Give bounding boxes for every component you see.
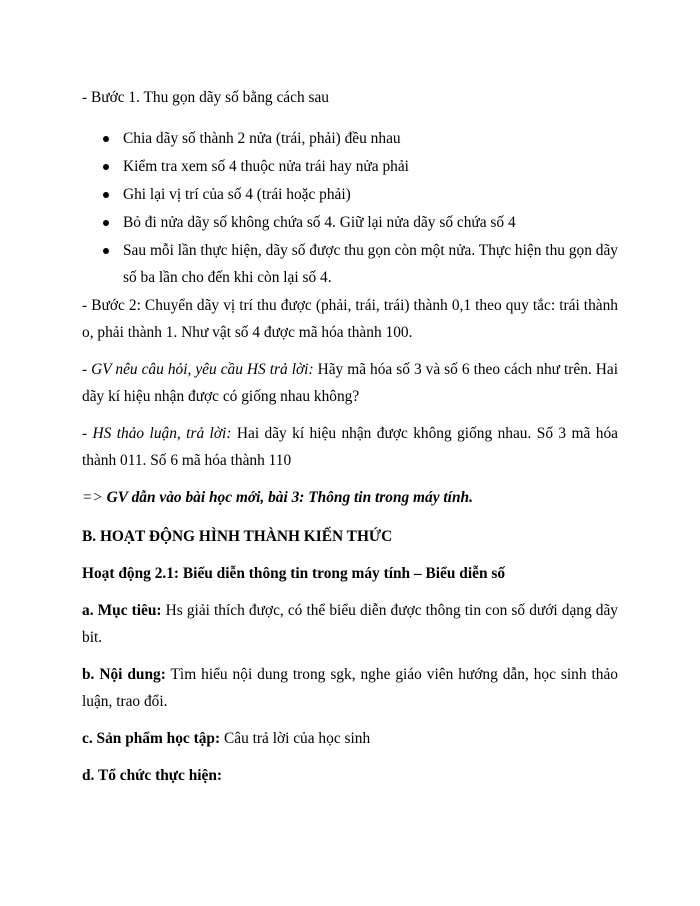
list-item: Bỏ đi nửa dãy số không chứa số 4. Giữ lại nửa dãy số chứa số 4 xyxy=(82,209,618,236)
list-item: Sau mỗi lần thực hiện, dãy số được thu gọn còn một nửa. Thực hiện thu gọn dãy số ba lần cho đến khi còn lại số 4. xyxy=(82,237,618,291)
hs-answer-lead: - HS thảo luận, trả lời: xyxy=(82,425,232,442)
list-item: Kiểm tra xem số 4 thuộc nửa trái hay nửa phải xyxy=(82,153,618,180)
goal-paragraph xyxy=(82,597,618,651)
gv-question-lead: - GV nêu câu hỏi, yêu cầu HS trả lời: xyxy=(82,361,314,378)
section-b-heading: B. HOẠT ĐỘNG HÌNH THÀNH KIẾN THỨC xyxy=(82,528,393,545)
product-text: Câu trả lời của học sinh xyxy=(220,730,371,747)
content-label: b. Nội dung: xyxy=(82,666,166,683)
list-item: Chia dãy số thành 2 nửa (trái, phải) đều nhau xyxy=(82,125,618,152)
document-page xyxy=(82,84,618,789)
step-2-text: - Bước 2: Chuyển dãy vị trí thu được (phải, trái, trái) thành 0,1 theo quy tắc: trái thành o, phải thành 1. Như vật số 4 được mã hóa thành 100. xyxy=(82,297,618,341)
content-text: Tìm hiểu nội dung trong sgk, nghe giáo viên hướng dẫn, học sinh thảo luận, trao đổi. xyxy=(82,666,618,710)
bullet-icon xyxy=(103,136,109,142)
product-paragraph xyxy=(82,725,618,752)
product-label: c. Sản phẩm học tập: xyxy=(82,730,221,747)
bullet-icon xyxy=(103,192,109,198)
goal-text: Hs giải thích được, có thể biểu diễn được thông tin con số dưới dạng dãy bit. xyxy=(82,602,618,646)
step-1-bullet-list xyxy=(82,125,618,291)
goal-label: a. Mục tiêu: xyxy=(82,602,162,619)
hs-answer-text: Hai dãy kí hiệu nhận được không giống nhau. Số 3 mã hóa thành 011. Số 6 mã hóa thành 110 xyxy=(82,425,618,469)
intro-paragraph xyxy=(82,484,618,511)
gv-question-text: Hãy mã hóa số 3 và số 6 theo cách như trên. Hai dãy kí hiệu nhận được có giống nhau không? xyxy=(82,361,618,405)
bullet-icon xyxy=(103,248,109,254)
bullet-icon xyxy=(103,220,109,226)
gv-question-paragraph xyxy=(82,356,618,410)
organization-label: d. Tổ chức thực hiện: xyxy=(82,767,223,784)
content-paragraph xyxy=(82,661,618,715)
step-1-text: - Bước 1. Thu gọn dãy số bằng cách sau xyxy=(82,89,330,106)
intro-text: GV dẫn vào bài học mới, bài 3: Thông tin trong máy tính. xyxy=(106,489,473,506)
intro-arrow: => xyxy=(82,489,107,506)
list-item: Ghi lại vị trí của số 4 (trái hoặc phải) xyxy=(82,181,618,208)
hs-answer-paragraph xyxy=(82,420,618,474)
bullet-icon xyxy=(103,164,109,170)
activity-heading: Hoạt động 2.1: Biểu diễn thông tin trong máy tính – Biểu diễn số xyxy=(82,565,506,582)
